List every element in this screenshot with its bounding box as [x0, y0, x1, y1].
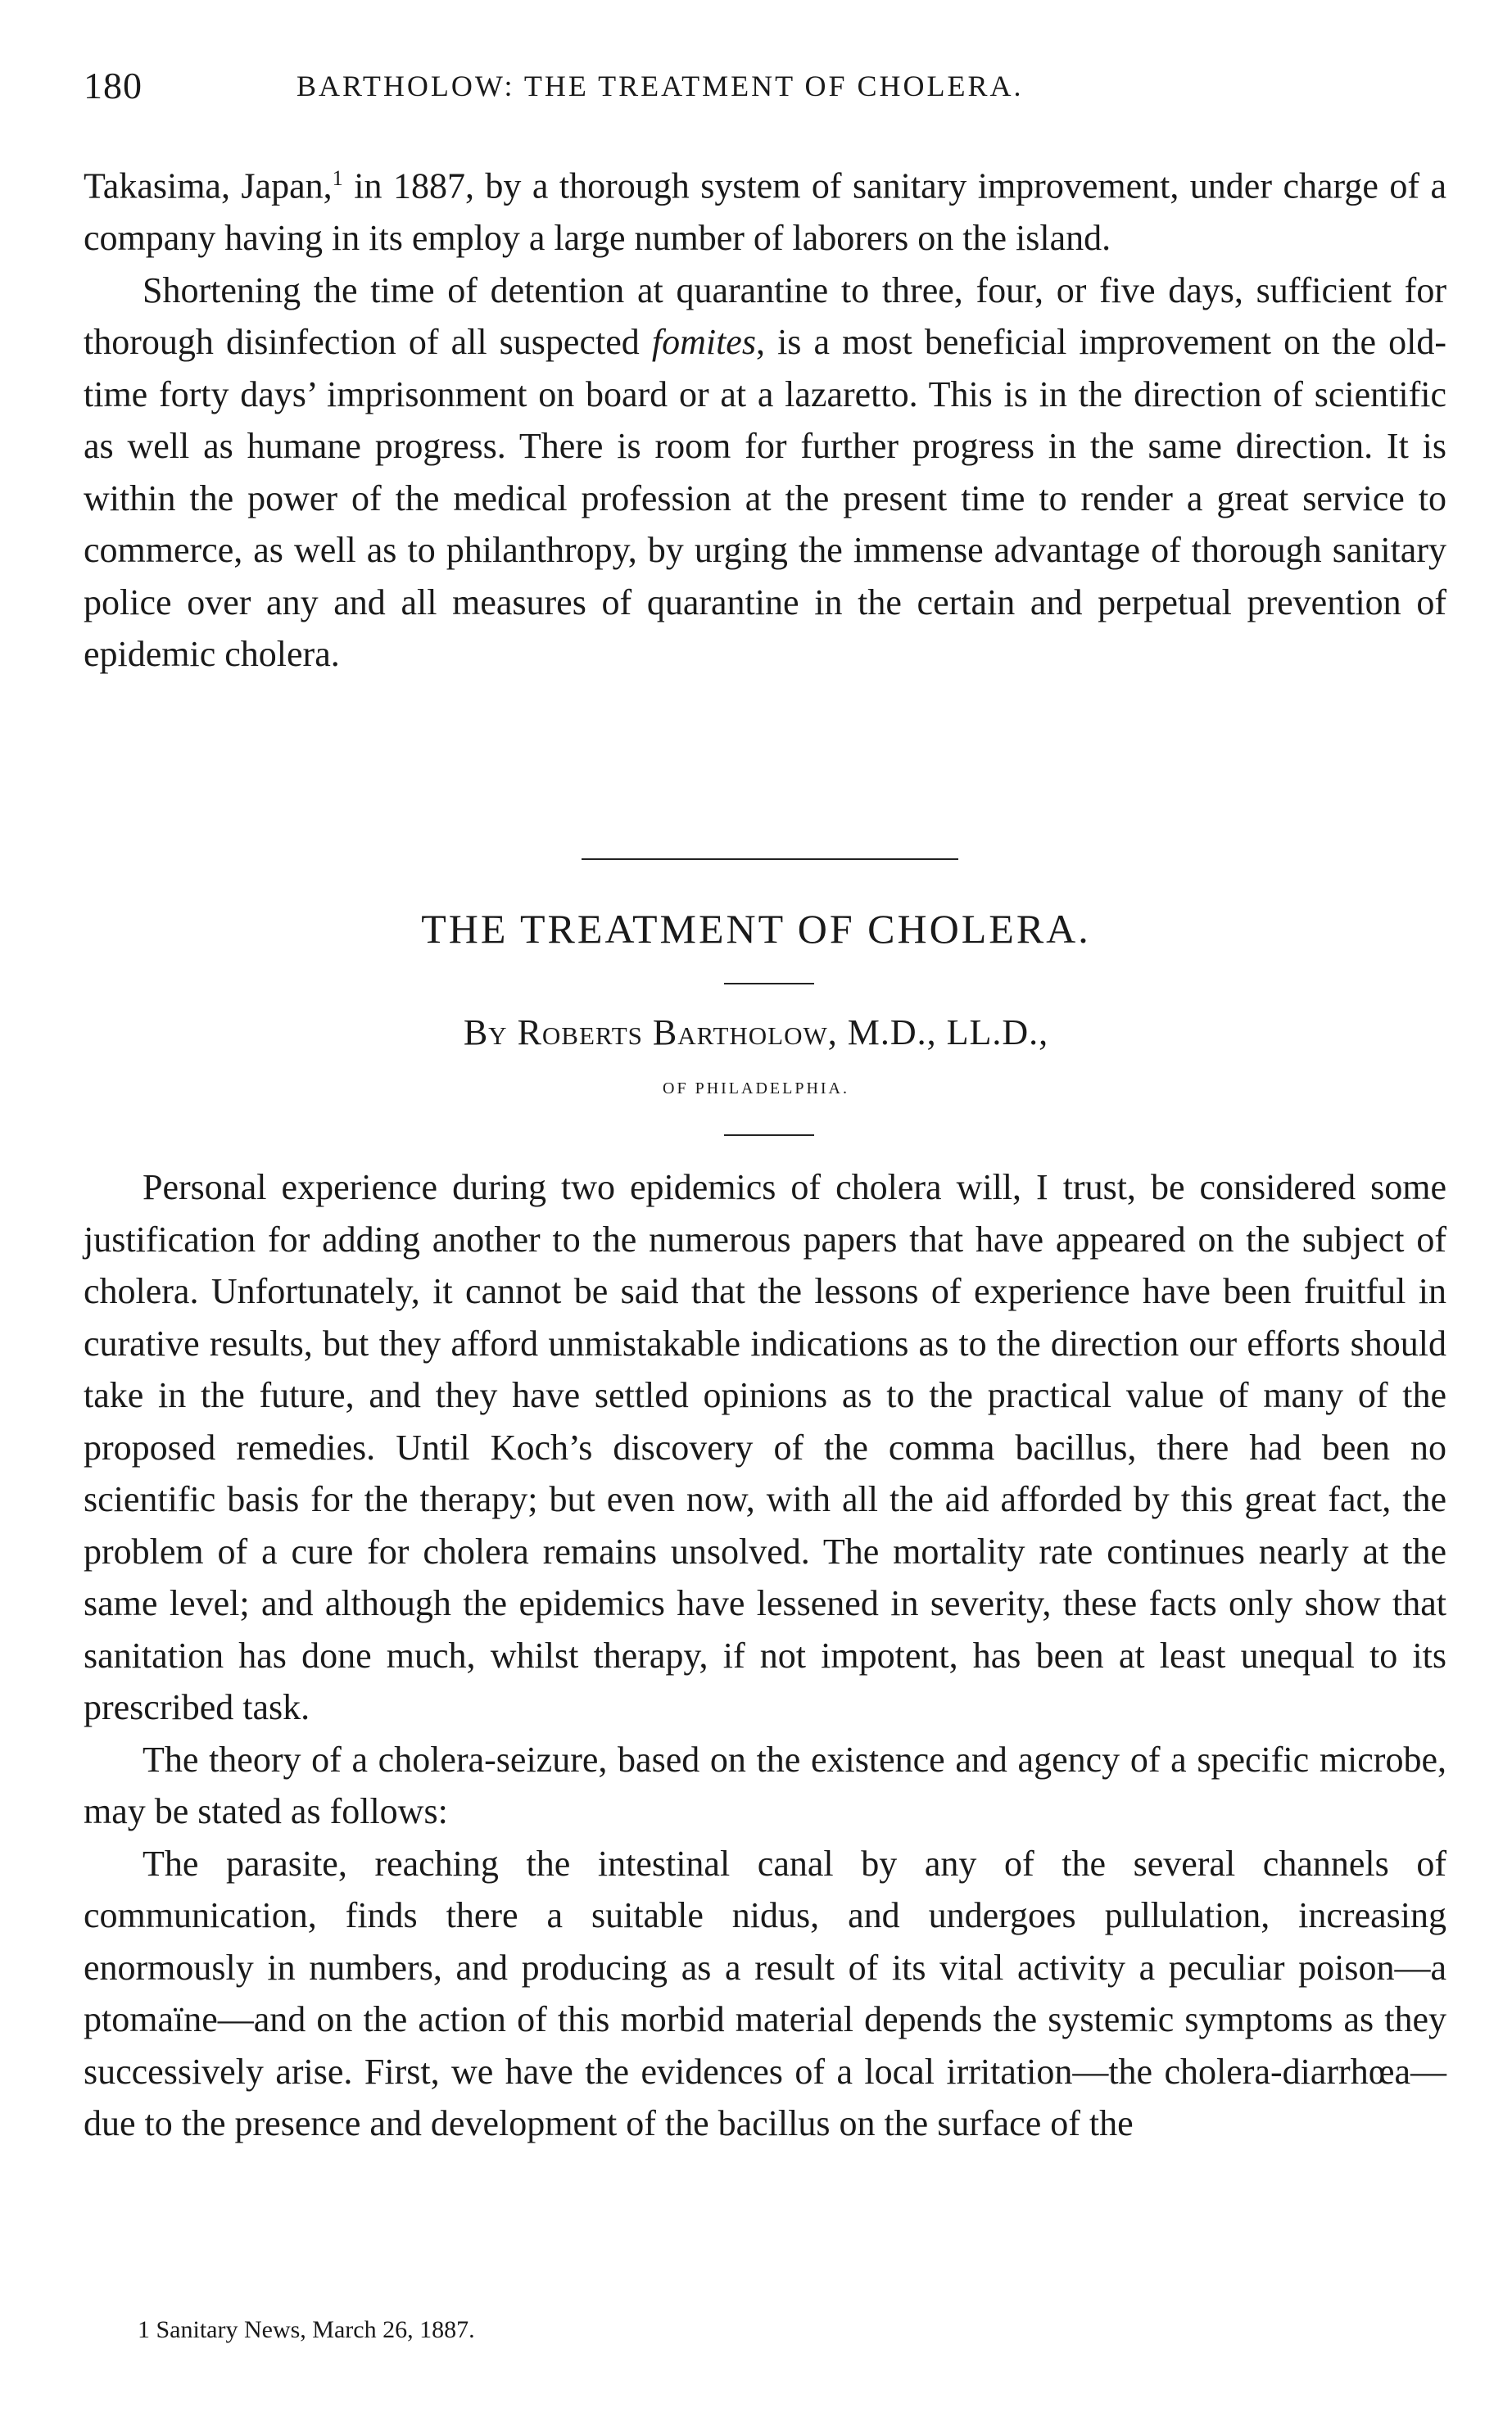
- footnote-reference: 1: [332, 165, 343, 190]
- footnote-marker: 1: [138, 2316, 150, 2343]
- page-number: 180: [84, 65, 143, 106]
- body-paragraph-2: The theory of a cholera-seizure, based on the existence and agency of a specific microbe, may be stated as follows:: [84, 1739, 1446, 1831]
- byline: [0, 1011, 1512, 1053]
- article-body: [84, 1161, 1446, 2150]
- body-paragraph-1: Personal experience during two epidemics of cholera will, I trust, be considered some justification for adding another to the numerous papers that have appeared on the subject of cholera. Unfortunately, it cannot be said that the lessons of experience have been fruitful in curative results, but they afford unmistakable indications as to the direction our efforts should take in the future, and they have settled opinions as to the practical value of many of the proposed remedies. Until Koch’s discovery of the comma bacillus, there had been no scientific basis for the therapy; but even now, with all the aid afforded by this great fact, the problem of a cure for cholera remains unsolved. The mortality rate continues nearly at the same level; and although the epidemics have lessened in severity, these facts only show that sanitation has done much, whilst therapy, if not impotent, has been at least unequal to its prescribed task.: [84, 1167, 1446, 1727]
- byline-prefix: By: [463, 1012, 518, 1052]
- byline-rule: [724, 1134, 814, 1136]
- section-divider: [582, 858, 958, 860]
- title-rule: [724, 983, 814, 984]
- running-head: [84, 64, 1427, 113]
- running-title: BARTHOLOW: THE TREATMENT OF CHOLERA.: [297, 70, 1024, 102]
- preceding-paragraph-1: Takasima, Japan,$^1$ in 1887, by a thorough system of sanitary improvement, under charge of a company having in its employ a large number of laborers on the island.: [84, 165, 1446, 259]
- author-name: Roberts Bartholow: [517, 1012, 828, 1052]
- preceding-paragraph-2: Shortening the time of detention at quarantine to three, four, or five days, sufficient for thorough disinfection of all suspected fomites, is a most beneficial improvement on the old-time forty days’ imprisonment on board or at a lazaretto. This is in the direction of scientific as well as humane progress. There is room for further progress in the same direction. It is within the power of the medical profession at the present time to render a great service to commerce, as well as to philanthropy, by urging the immense advantage of thorough sanitary police over any and all measures of quarantine in the certain and perpetual prevention of epidemic cholera.: [84, 269, 1446, 675]
- body-paragraph-3: The parasite, reaching the intestinal canal by any of the several channels of communication, finds there a suitable nidus, and undergoes pullulation, increasing enormously in numbers, and producing as a result of its vital activity a peculiar poison—a ptomaïne—and on the action of this morbid material depends the systemic symptoms as they successively arise. First, we have the evidences of a local irritation—the cholera-diarrhœa—due to the presence and development of the bacillus on the surface of the: [84, 1843, 1446, 2143]
- author-affiliation: OF PHILADELPHIA.: [663, 1079, 849, 1097]
- article-title: THE TREATMENT OF CHOLERA.: [421, 906, 1091, 952]
- preceding-article-text: [84, 152, 1446, 681]
- italic-term: fomites: [651, 322, 756, 363]
- footnote-text: Sanitary News, March 26, 1887.: [150, 2316, 475, 2343]
- author-degrees: , M.D., LL.D.,: [827, 1012, 1049, 1052]
- footnote: [138, 2316, 475, 2344]
